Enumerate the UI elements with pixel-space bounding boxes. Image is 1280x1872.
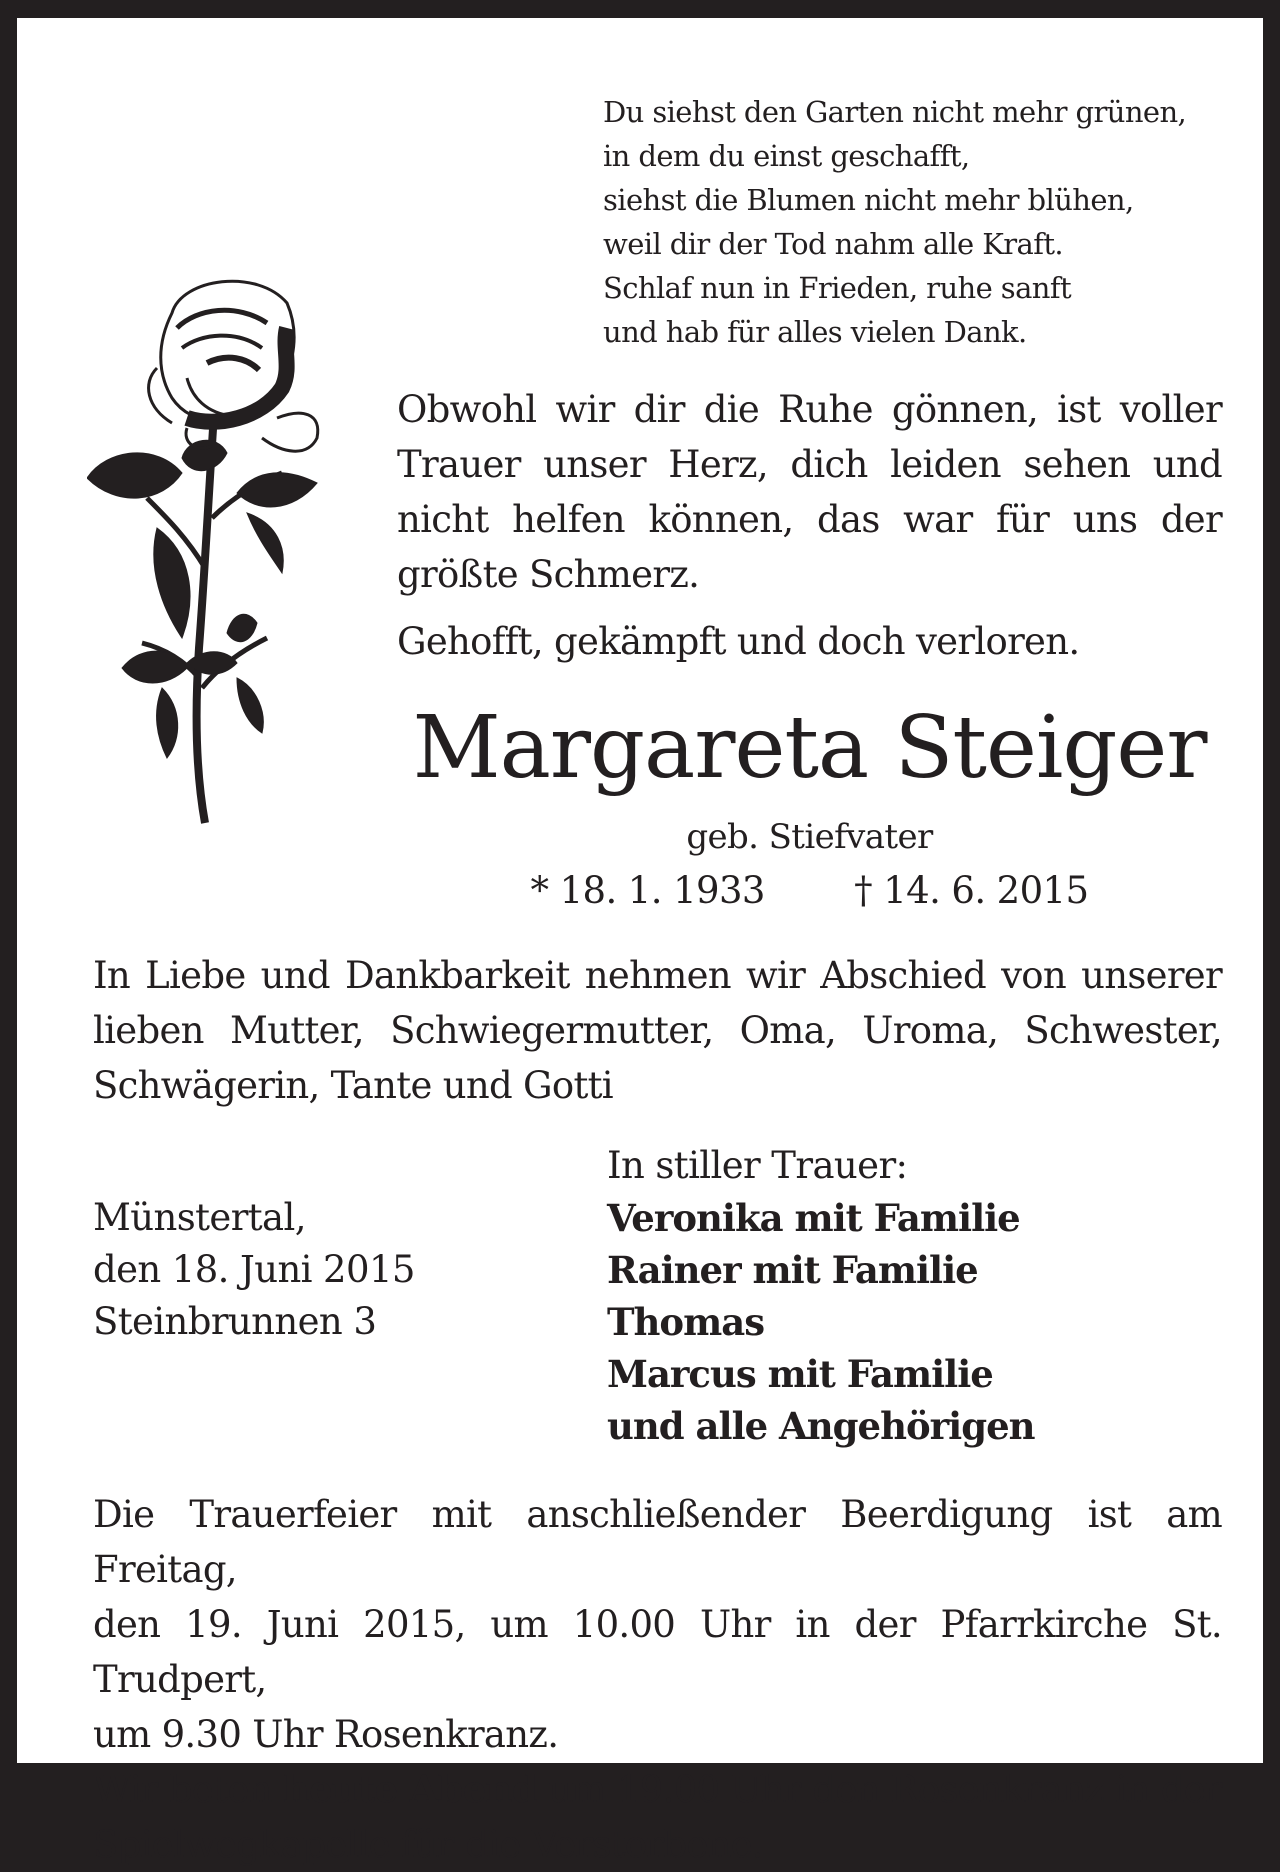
poem-line: weil dir der Tod nahm alle Kraft. xyxy=(603,227,1064,261)
mourners-heading: In stiller Trauer: xyxy=(607,1144,908,1187)
mourner-name: Rainer mit Familie xyxy=(607,1248,978,1292)
paragraph-line: nicht helfen können, das war für uns der xyxy=(397,498,1222,541)
service-line: den 19. Juni 2015, um 10.00 Uhr in der Pfarrkirche St. Trudpert, xyxy=(93,1603,1222,1701)
farewell-paragraph xyxy=(93,948,1222,1113)
mourner-name: Veronika mit Familie xyxy=(607,1196,1020,1240)
obituary-card xyxy=(17,18,1263,1866)
paragraph-line: Trauer unser Herz, dich leiden sehen und xyxy=(397,443,1222,486)
paragraph-line: lieben Mutter, Schwiegermutter, Oma, Uroma, Schwester, xyxy=(93,1009,1222,1052)
rosary-suffix: um 19.00 Uhr den Rosenkranz in der xyxy=(548,1768,1223,1811)
poem-line: Du siehst den Garten nicht mehr grünen, xyxy=(603,95,1187,129)
mourner-name: Thomas xyxy=(607,1300,765,1344)
rosary-prefix: Wir beten xyxy=(93,1768,272,1811)
service-details xyxy=(93,1487,1222,1872)
poem-line: in dem du einst geschafft, xyxy=(603,139,970,173)
service-line: Die Trauerfeier mit anschließender Beerdigung ist am Freitag, xyxy=(93,1493,1222,1591)
poem-line: siehst die Blumen nicht mehr blühen, xyxy=(603,183,1134,217)
paragraph-line: In Liebe und Dankbarkeit nehmen wir Abschied von unserer xyxy=(93,954,1222,997)
mourners-list xyxy=(607,1140,1035,1452)
place-line: Steinbrunnen 3 xyxy=(93,1300,377,1343)
hope-line: Gehofft, gekämpft und doch verloren. xyxy=(397,620,1080,663)
paragraph-line: Schwägerin, Tante und Gotti xyxy=(93,1064,613,1107)
service-line: um 9.30 Uhr Rosenkranz. xyxy=(93,1713,559,1756)
life-dates xyxy=(397,866,1222,916)
poem-line: und hab für alles vielen Dank. xyxy=(603,315,1027,349)
rosary-time-emphasis: heute Abend xyxy=(282,1767,538,1811)
place-line: den 18. Juni 2015 xyxy=(93,1248,415,1291)
poem-line: Schlaf nun in Frieden, ruhe sanft xyxy=(603,271,1072,305)
rose-icon xyxy=(87,268,337,828)
service-line: Spielwegkapelle für die Verstorbene. xyxy=(93,1823,763,1866)
poem xyxy=(603,90,1186,354)
place-line: Münstertal, xyxy=(93,1196,306,1239)
birth-date: * 18. 1. 1933 xyxy=(530,869,765,912)
death-date: † 14. 6. 2015 xyxy=(854,869,1089,912)
deceased-name: Margareta Steiger xyxy=(412,698,1207,798)
place-and-date xyxy=(93,1192,415,1348)
paragraph-line: Obwohl wir dir die Ruhe gönnen, ist voller xyxy=(397,388,1222,431)
maiden-name: geb. Stiefvater xyxy=(686,817,933,857)
mourner-name: Marcus mit Familie xyxy=(607,1352,993,1396)
mourner-name: und alle Angehörigen xyxy=(607,1404,1035,1448)
condolence-paragraph xyxy=(397,382,1222,602)
paragraph-line: größte Schmerz. xyxy=(397,553,700,596)
